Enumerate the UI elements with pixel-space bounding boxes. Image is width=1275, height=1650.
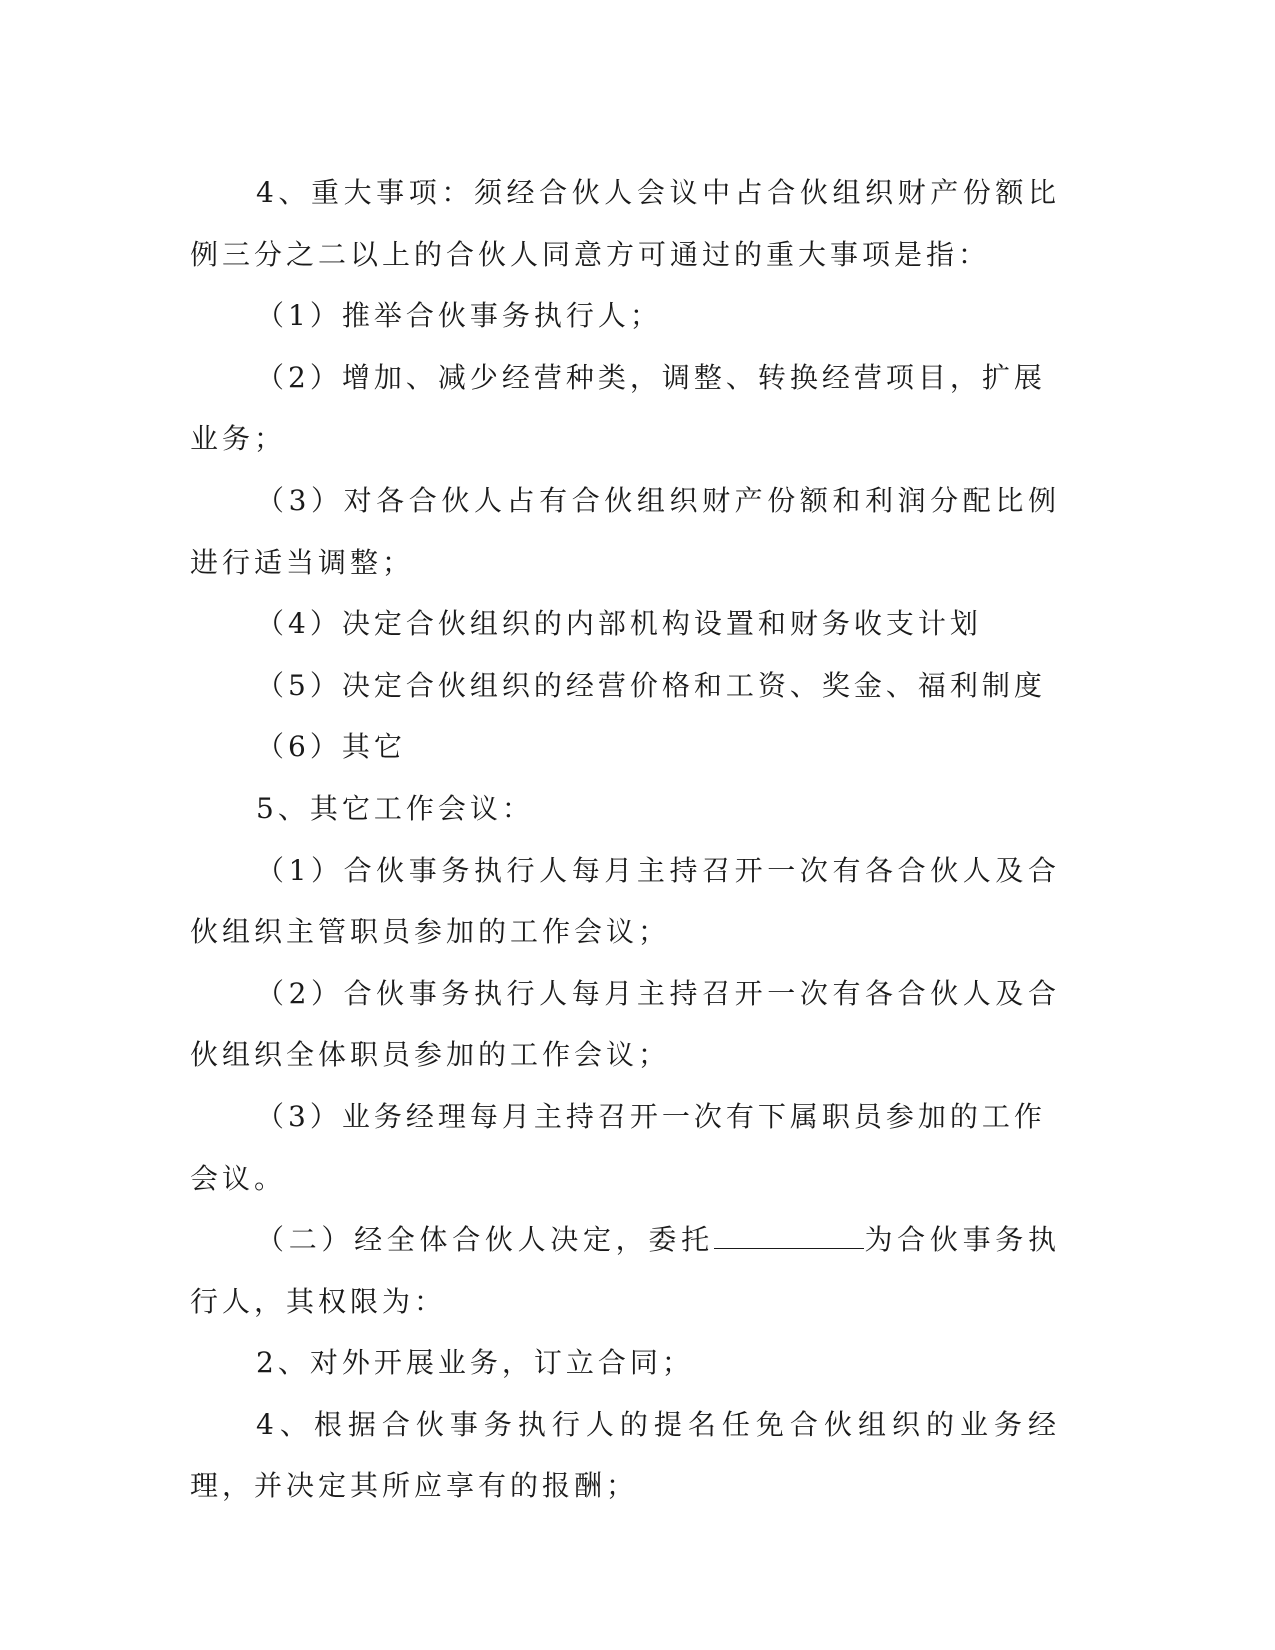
- list-item: 4、根据合伙事务执行人的提名任免合伙组织的业务经理，并决定其所应享有的报酬；: [190, 1407, 1060, 1503]
- paragraph-major-matters: 4、重大事项：须经合伙人会议中占合伙组织财产份额比例三分之二以上的合伙人同意方可通过的重大事项是指：: [190, 176, 1060, 271]
- paragraph-other-meetings: 5、其它工作会议：: [256, 791, 534, 825]
- paragraph-executor-authority: [190, 1209, 1060, 1332]
- list-item: （3）对各合伙人占有合伙组织财产份额和利润分配比例进行适当调整；: [190, 483, 1060, 579]
- list-item: （4）决定合伙组织的内部机构设置和财务收支计划: [256, 607, 982, 641]
- fill-in-blank-line: [714, 1218, 864, 1249]
- list-item: （2）合伙事务执行人每月主持召开一次有各合伙人及合伙组织全体职员参加的工作会议；: [190, 976, 1060, 1072]
- document-body: [190, 162, 1060, 1517]
- list-item: （5）决定合伙组织的经营价格和工资、奖金、福利制度: [256, 668, 1046, 702]
- executor-text-after-blank: 为合伙事务执行人，其权限为：: [190, 1223, 1060, 1318]
- list-item: 2、对外开展业务，订立合同；: [256, 1346, 694, 1380]
- list-item: （1）合伙事务执行人每月主持召开一次有各合伙人及合伙组织主管职员参加的工作会议；: [190, 853, 1060, 949]
- executor-text-before-blank: （二）经全体合伙人决定，委托: [256, 1223, 714, 1257]
- list-item: （3）业务经理每月主持召开一次有下属职员参加的工作会议。: [190, 1099, 1046, 1195]
- list-item: （1）推举合伙事务执行人；: [256, 299, 662, 333]
- list-item: （6）其它: [256, 730, 406, 764]
- list-item: （2）增加、减少经营种类，调整、转换经营项目，扩展业务；: [190, 360, 1046, 456]
